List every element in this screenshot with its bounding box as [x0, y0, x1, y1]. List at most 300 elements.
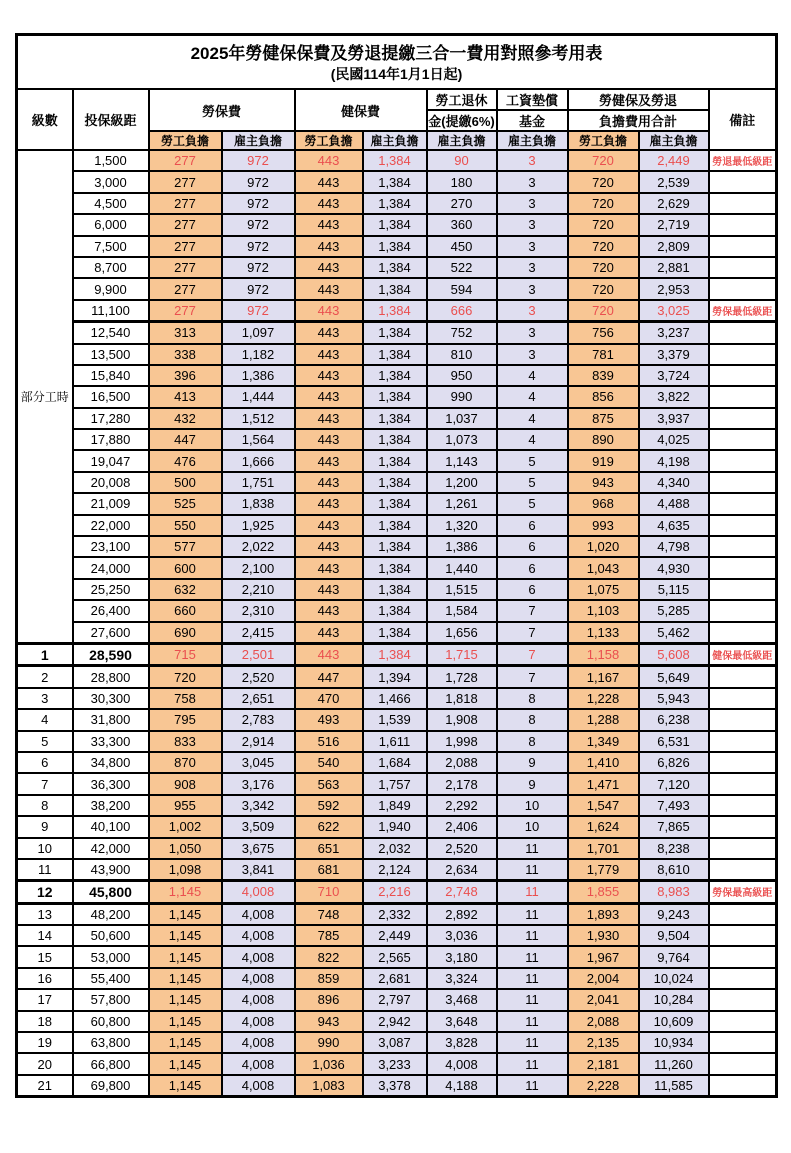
- fee-cell: 443: [295, 600, 363, 621]
- fee-cell: 651: [295, 838, 363, 859]
- fee-cell: 720: [568, 300, 639, 322]
- table-row: [17, 666, 777, 688]
- fee-cell: 972: [222, 278, 295, 299]
- fee-cell: 1,515: [427, 579, 497, 600]
- header-pension-line1: 勞工退休: [427, 89, 497, 110]
- fee-cell: 3,233: [363, 1053, 427, 1074]
- fee-cell: 5,649: [639, 666, 709, 688]
- fee-cell: 8,983: [639, 881, 709, 903]
- remark-cell: [709, 859, 777, 881]
- fee-cell: 11: [497, 1053, 568, 1074]
- fee-cell: 11: [497, 1075, 568, 1097]
- fee-cell: 943: [295, 1011, 363, 1032]
- level-cell: 15: [17, 946, 73, 967]
- fee-cell: 1,384: [363, 408, 427, 429]
- fee-cell: 90: [427, 150, 497, 171]
- fee-cell: 2,892: [427, 903, 497, 925]
- fee-cell: 1,757: [363, 773, 427, 794]
- fee-cell: 443: [295, 278, 363, 299]
- fee-cell: 2,539: [639, 171, 709, 192]
- fee-cell: 4,008: [222, 946, 295, 967]
- fee-cell: 660: [149, 600, 222, 621]
- remark-cell: [709, 386, 777, 407]
- fee-cell: 2,216: [363, 881, 427, 903]
- fee-cell: 972: [222, 214, 295, 235]
- table-row: [17, 429, 777, 450]
- fee-cell: 1,384: [363, 557, 427, 578]
- bracket-cell: 60,800: [73, 1011, 149, 1032]
- fee-cell: 443: [295, 214, 363, 235]
- table-row: [17, 925, 777, 946]
- fee-cell: 1,384: [363, 150, 427, 171]
- table-row: [17, 515, 777, 536]
- bracket-cell: 42,000: [73, 838, 149, 859]
- fee-cell: 11: [497, 1032, 568, 1053]
- fee-cell: 1,037: [427, 408, 497, 429]
- fee-cell: 447: [295, 666, 363, 688]
- fee-cell: 1,043: [568, 557, 639, 578]
- remark-cell: [709, 666, 777, 688]
- fee-cell: 1,512: [222, 408, 295, 429]
- fee-cell: 1,384: [363, 365, 427, 386]
- level-cell: 3: [17, 688, 73, 709]
- remark-cell: 勞保最低級距: [709, 300, 777, 322]
- header-total-line1: 勞健保及勞退: [568, 89, 709, 110]
- fee-cell: 277: [149, 278, 222, 299]
- fee-cell: 1,410: [568, 752, 639, 773]
- fee-cell: 2,022: [222, 536, 295, 557]
- fee-cell: 681: [295, 859, 363, 881]
- fee-cell: 1,624: [568, 816, 639, 837]
- remark-cell: [709, 171, 777, 192]
- fee-cell: 3,724: [639, 365, 709, 386]
- fee-cell: 5,285: [639, 600, 709, 621]
- fee-cell: 2,135: [568, 1032, 639, 1053]
- fee-cell: 11: [497, 1011, 568, 1032]
- fee-cell: 6: [497, 536, 568, 557]
- fee-cell: 3,468: [427, 989, 497, 1010]
- bracket-cell: 31,800: [73, 709, 149, 730]
- fee-cell: 4,198: [639, 450, 709, 471]
- fee-cell: 1,103: [568, 600, 639, 621]
- fee-cell: 1,200: [427, 472, 497, 493]
- fee-cell: 277: [149, 171, 222, 192]
- header-row-1: [17, 89, 777, 110]
- bracket-cell: 27,600: [73, 622, 149, 644]
- table-row: [17, 344, 777, 365]
- level-cell: 12: [17, 881, 73, 903]
- fee-cell: 4,008: [222, 925, 295, 946]
- fee-cell: 1,818: [427, 688, 497, 709]
- fee-cell: 5: [497, 493, 568, 514]
- fee-cell: 470: [295, 688, 363, 709]
- fee-cell: 1,701: [568, 838, 639, 859]
- fee-cell: 1,050: [149, 838, 222, 859]
- table-row: [17, 752, 777, 773]
- fee-cell: 443: [295, 193, 363, 214]
- fee-cell: 2,719: [639, 214, 709, 235]
- fee-cell: 443: [295, 344, 363, 365]
- fee-cell: 1,728: [427, 666, 497, 688]
- fee-cell: 3,828: [427, 1032, 497, 1053]
- fee-cell: 8,238: [639, 838, 709, 859]
- fee-cell: 972: [222, 150, 295, 171]
- fee-cell: 277: [149, 193, 222, 214]
- fee-cell: 1,261: [427, 493, 497, 514]
- fee-cell: 1,182: [222, 344, 295, 365]
- fee-cell: 1,440: [427, 557, 497, 578]
- remark-cell: 健保最低級距: [709, 643, 777, 665]
- fee-cell: 748: [295, 903, 363, 925]
- fee-cell: 10,024: [639, 968, 709, 989]
- fee-cell: 3: [497, 257, 568, 278]
- part-time-cell: 部分工時: [17, 150, 73, 643]
- fee-cell: 443: [295, 322, 363, 344]
- fee-cell: 3,180: [427, 946, 497, 967]
- fee-cell: 4,008: [222, 989, 295, 1010]
- fee-cell: 4,798: [639, 536, 709, 557]
- fee-cell: 1,584: [427, 600, 497, 621]
- fee-cell: 1,349: [568, 731, 639, 752]
- fee-cell: 443: [295, 429, 363, 450]
- fee-cell: 1,145: [149, 881, 222, 903]
- fee-cell: 2,809: [639, 236, 709, 257]
- fee-cell: 447: [149, 429, 222, 450]
- table-row: [17, 257, 777, 278]
- bracket-cell: 4,500: [73, 193, 149, 214]
- fee-cell: 3,237: [639, 322, 709, 344]
- fee-cell: 752: [427, 322, 497, 344]
- fee-cell: 3,324: [427, 968, 497, 989]
- bracket-cell: 11,100: [73, 300, 149, 322]
- fee-cell: 7,120: [639, 773, 709, 794]
- fee-cell: 1,384: [363, 643, 427, 665]
- fee-cell: 622: [295, 816, 363, 837]
- fee-cell: 2,228: [568, 1075, 639, 1097]
- fee-cell: 338: [149, 344, 222, 365]
- table-row: [17, 579, 777, 600]
- fee-cell: 1,133: [568, 622, 639, 644]
- fee-cell: 476: [149, 450, 222, 471]
- fee-cell: 1,466: [363, 688, 427, 709]
- fee-cell: 9,243: [639, 903, 709, 925]
- fee-cell: 11: [497, 903, 568, 925]
- fee-cell: 3: [497, 322, 568, 344]
- fee-cell: 4,008: [222, 1053, 295, 1074]
- fee-cell: 8: [497, 688, 568, 709]
- fee-cell: 856: [568, 386, 639, 407]
- fee-cell: 7: [497, 666, 568, 688]
- fee-cell: 1,666: [222, 450, 295, 471]
- fee-cell: 795: [149, 709, 222, 730]
- table-row: [17, 472, 777, 493]
- header-remark: 備註: [709, 89, 777, 150]
- fee-cell: 3: [497, 214, 568, 235]
- fee-cell: 1,145: [149, 903, 222, 925]
- table-row: [17, 365, 777, 386]
- fee-cell: 896: [295, 989, 363, 1010]
- fee-cell: 908: [149, 773, 222, 794]
- table-row: [17, 236, 777, 257]
- bracket-cell: 7,500: [73, 236, 149, 257]
- fee-cell: 2,520: [427, 838, 497, 859]
- fee-cell: 270: [427, 193, 497, 214]
- fee-cell: 2,942: [363, 1011, 427, 1032]
- fee-cell: 277: [149, 150, 222, 171]
- fee-cell: 443: [295, 236, 363, 257]
- fee-cell: 1,893: [568, 903, 639, 925]
- fee-cell: 781: [568, 344, 639, 365]
- fee-cell: 4,008: [427, 1053, 497, 1074]
- level-cell: 7: [17, 773, 73, 794]
- subheader-health-employer: 雇主負擔: [363, 131, 427, 150]
- table-row: [17, 278, 777, 299]
- remark-cell: [709, 515, 777, 536]
- fee-cell: 720: [568, 193, 639, 214]
- fee-cell: 1,145: [149, 989, 222, 1010]
- fee-cell: 1,384: [363, 257, 427, 278]
- bracket-cell: 13,500: [73, 344, 149, 365]
- level-cell: 2: [17, 666, 73, 688]
- fee-cell: 1,564: [222, 429, 295, 450]
- fee-cell: 972: [222, 257, 295, 278]
- remark-cell: [709, 579, 777, 600]
- bracket-cell: 25,250: [73, 579, 149, 600]
- level-cell: 14: [17, 925, 73, 946]
- table-row: [17, 622, 777, 644]
- fee-cell: 4: [497, 386, 568, 407]
- bracket-cell: 17,880: [73, 429, 149, 450]
- table-row: [17, 493, 777, 514]
- fee-cell: 443: [295, 150, 363, 171]
- fee-cell: 413: [149, 386, 222, 407]
- level-cell: 4: [17, 709, 73, 730]
- table-row: [17, 709, 777, 730]
- fee-cell: 3,087: [363, 1032, 427, 1053]
- bracket-cell: 22,000: [73, 515, 149, 536]
- title-row: [17, 35, 777, 90]
- fee-cell: 2,032: [363, 838, 427, 859]
- fee-cell: 11: [497, 859, 568, 881]
- remark-cell: [709, 557, 777, 578]
- fee-cell: 1,838: [222, 493, 295, 514]
- fee-cell: 1,539: [363, 709, 427, 730]
- bracket-cell: 12,540: [73, 322, 149, 344]
- fee-cell: 1,855: [568, 881, 639, 903]
- bracket-cell: 36,300: [73, 773, 149, 794]
- fee-cell: 443: [295, 408, 363, 429]
- fee-cell: 720: [149, 666, 222, 688]
- fee-cell: 550: [149, 515, 222, 536]
- fee-cell: 443: [295, 557, 363, 578]
- fee-cell: 943: [568, 472, 639, 493]
- fee-cell: 4: [497, 365, 568, 386]
- page-title: 2025年勞健保保費及勞退提繳三合一費用對照參考用表: [190, 43, 603, 63]
- bracket-cell: 15,840: [73, 365, 149, 386]
- header-health-insurance: 健保費: [295, 89, 427, 131]
- fee-cell: 2,881: [639, 257, 709, 278]
- fee-cell: 3: [497, 171, 568, 192]
- fee-cell: 919: [568, 450, 639, 471]
- fee-cell: 5,462: [639, 622, 709, 644]
- fee-cell: 3: [497, 300, 568, 322]
- remark-cell: [709, 903, 777, 925]
- fee-cell: 1,471: [568, 773, 639, 794]
- fee-cell: 592: [295, 795, 363, 816]
- fee-cell: 443: [295, 365, 363, 386]
- fee-cell: 4,488: [639, 493, 709, 514]
- bracket-cell: 6,000: [73, 214, 149, 235]
- fee-cell: 11: [497, 925, 568, 946]
- fee-cell: 1,384: [363, 579, 427, 600]
- table-body: [17, 150, 777, 1097]
- fee-cell: 2,210: [222, 579, 295, 600]
- fee-cell: 1,073: [427, 429, 497, 450]
- bracket-cell: 16,500: [73, 386, 149, 407]
- fee-cell: 10: [497, 795, 568, 816]
- fee-cell: 1,167: [568, 666, 639, 688]
- fee-cell: 443: [295, 515, 363, 536]
- remark-cell: [709, 795, 777, 816]
- fee-cell: 690: [149, 622, 222, 644]
- remark-cell: [709, 322, 777, 344]
- fee-cell: 1,930: [568, 925, 639, 946]
- fee-cell: 11: [497, 968, 568, 989]
- fee-cell: 2,178: [427, 773, 497, 794]
- fee-cell: 9,504: [639, 925, 709, 946]
- fee-cell: 3: [497, 278, 568, 299]
- fee-cell: 810: [427, 344, 497, 365]
- remark-cell: [709, 472, 777, 493]
- fee-cell: 11: [497, 946, 568, 967]
- fee-cell: 1,908: [427, 709, 497, 730]
- fee-cell: 443: [295, 386, 363, 407]
- fee-cell: 6,238: [639, 709, 709, 730]
- fee-cell: 1,145: [149, 1011, 222, 1032]
- bracket-cell: 53,000: [73, 946, 149, 967]
- fee-cell: 1,145: [149, 1075, 222, 1097]
- level-cell: 8: [17, 795, 73, 816]
- fee-cell: 972: [222, 193, 295, 214]
- remark-cell: [709, 709, 777, 730]
- table-row: [17, 903, 777, 925]
- fee-cell: 632: [149, 579, 222, 600]
- fee-cell: 1,384: [363, 493, 427, 514]
- subheader-health-employee: 勞工負擔: [295, 131, 363, 150]
- fee-cell: 955: [149, 795, 222, 816]
- remark-cell: [709, 278, 777, 299]
- fee-cell: 1,384: [363, 193, 427, 214]
- bracket-cell: 48,200: [73, 903, 149, 925]
- page-subtitle: (民國114年1月1日起): [330, 66, 463, 83]
- fee-cell: 6,826: [639, 752, 709, 773]
- fee-cell: 7: [497, 622, 568, 644]
- fee-cell: 1,288: [568, 709, 639, 730]
- fee-cell: 1,940: [363, 816, 427, 837]
- remark-cell: [709, 838, 777, 859]
- bracket-cell: 55,400: [73, 968, 149, 989]
- fee-cell: 594: [427, 278, 497, 299]
- fee-cell: 1,075: [568, 579, 639, 600]
- fee-cell: 1,384: [363, 322, 427, 344]
- fee-cell: 4,008: [222, 1032, 295, 1053]
- fee-cell: 9: [497, 773, 568, 794]
- fee-cell: 396: [149, 365, 222, 386]
- fee-cell: 1,145: [149, 946, 222, 967]
- fee-cell: 6: [497, 579, 568, 600]
- bracket-cell: 28,590: [73, 643, 149, 665]
- fee-cell: 1,145: [149, 1032, 222, 1053]
- fee-cell: 443: [295, 643, 363, 665]
- fee-cell: 3,841: [222, 859, 295, 881]
- table-row: [17, 214, 777, 235]
- fee-cell: 1,384: [363, 278, 427, 299]
- fee-cell: 993: [568, 515, 639, 536]
- fee-cell: 5,115: [639, 579, 709, 600]
- bracket-cell: 57,800: [73, 989, 149, 1010]
- fee-cell: 1,384: [363, 214, 427, 235]
- fee-cell: 5: [497, 450, 568, 471]
- fee-cell: 5,608: [639, 643, 709, 665]
- remark-cell: [709, 752, 777, 773]
- fee-cell: 180: [427, 171, 497, 192]
- table-row: [17, 946, 777, 967]
- fee-cell: 1,098: [149, 859, 222, 881]
- remark-cell: [709, 989, 777, 1010]
- table-row: [17, 408, 777, 429]
- fee-cell: 720: [568, 171, 639, 192]
- fee-cell: 720: [568, 257, 639, 278]
- fee-cell: 2,181: [568, 1053, 639, 1074]
- remark-cell: [709, 773, 777, 794]
- fee-cell: 2,634: [427, 859, 497, 881]
- fee-cell: 1,384: [363, 600, 427, 621]
- table-row: [17, 450, 777, 471]
- bracket-cell: 24,000: [73, 557, 149, 578]
- fee-cell: 666: [427, 300, 497, 322]
- fee-cell: 432: [149, 408, 222, 429]
- subheader-total-employer: 雇主負擔: [639, 131, 709, 150]
- bracket-cell: 21,009: [73, 493, 149, 514]
- fee-cell: 5: [497, 472, 568, 493]
- fee-cell: 4,340: [639, 472, 709, 493]
- fee-cell: 277: [149, 236, 222, 257]
- remark-cell: [709, 731, 777, 752]
- fee-cell: 443: [295, 171, 363, 192]
- bracket-cell: 45,800: [73, 881, 149, 903]
- table-row: [17, 386, 777, 407]
- fee-cell: 4: [497, 429, 568, 450]
- fee-cell: 2,415: [222, 622, 295, 644]
- remark-cell: [709, 536, 777, 557]
- fee-cell: 2,783: [222, 709, 295, 730]
- fee-cell: 443: [295, 300, 363, 322]
- fee-cell: 785: [295, 925, 363, 946]
- bracket-cell: 33,300: [73, 731, 149, 752]
- fee-cell: 1,083: [295, 1075, 363, 1097]
- remark-cell: 勞保最高級距: [709, 881, 777, 903]
- bracket-cell: 1,500: [73, 150, 149, 171]
- fee-cell: 720: [568, 278, 639, 299]
- table-row: [17, 171, 777, 192]
- fee-cell: 8: [497, 731, 568, 752]
- fee-cell: 822: [295, 946, 363, 967]
- fee-cell: 443: [295, 472, 363, 493]
- fee-cell: 1,967: [568, 946, 639, 967]
- fee-cell: 3,937: [639, 408, 709, 429]
- fee-cell: 1,158: [568, 643, 639, 665]
- bracket-cell: 69,800: [73, 1075, 149, 1097]
